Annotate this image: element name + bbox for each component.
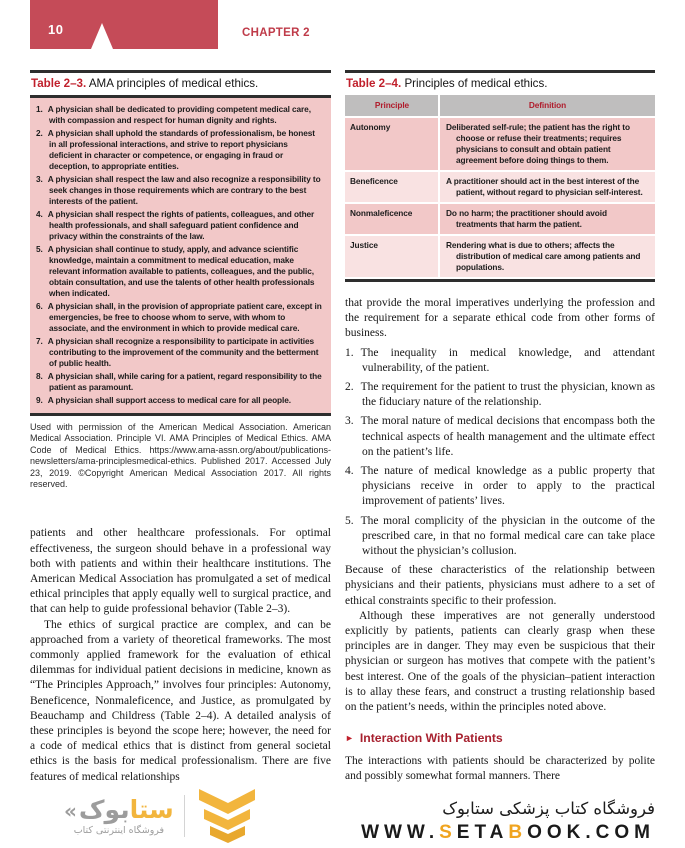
list-item: The moral nature of medical decisions that encompass both the technical aspects of health management and the ultimate effect on the patient’s life. xyxy=(360,415,655,458)
cell-principle: Nonmaleficence xyxy=(345,204,438,234)
logo-wordmark-gray: بوک xyxy=(78,794,130,824)
list-item: A physician shall uphold the standards of professionalism, be honest in all professional interactions, and strive to report physicians deficient in character or competence, or engaging in fraud or deception, to appropriate entities. xyxy=(47,128,315,171)
table-bottom-rule xyxy=(30,413,331,416)
list-item: A physician shall support access to medical care for all people. xyxy=(47,395,291,405)
features-list xyxy=(345,346,655,560)
body-paragraph: The ethics of surgical practice are complex, and can be approached from a variety of theoretical frameworks. The most commonly applied framework for the evaluation of ethical dilemmas for individual patient decisions in medicine, known as “The Principles Approach,” involves four principles: Autonomy, Beneficence, Nonmaleficence, and Justice, as promulgated by Beauchamp and Childress (Table 2–4). A detailed analysis of these principles is beyond the scope here; however, the need for a code of medical ethics that is distinct from general societal ethics is the basis for medical professionalism. There are five features of medical relationships xyxy=(30,618,331,783)
watermark-footer xyxy=(0,786,685,848)
website-url xyxy=(361,822,655,844)
table-row xyxy=(345,172,655,202)
column-header-definition: Definition xyxy=(440,95,655,116)
list-item: The inequality in medical knowledge, and attendant vulnerability, of the patient. xyxy=(360,346,655,374)
cell-principle: Justice xyxy=(345,236,438,277)
page-number: 10 xyxy=(48,22,64,37)
logo-guillemet: « xyxy=(64,798,77,823)
list-item: A physician shall respect the rights of patients, colleagues, and other health professionals, and shall safeguard patient confidence and privacy within the constraints of the law. xyxy=(47,209,315,241)
table-2-3 xyxy=(30,70,331,416)
table-row xyxy=(345,236,655,277)
url-eta: ETA xyxy=(456,822,509,843)
footer-store-block xyxy=(361,799,655,844)
page-number-banner xyxy=(30,0,218,49)
list-item: The requirement for the patient to trust the physician, known as the fiduciary nature of the relationship. xyxy=(360,381,655,409)
list-item: The moral complicity of the physician in the outcome of the prescribed care, in that no formal medical care can take place without the physician’s collusion. xyxy=(360,514,655,558)
logo-wordmark-yellow: ستا xyxy=(129,794,174,824)
table-2-4-label: Table 2–4. xyxy=(346,77,402,90)
logo-wordmark-block xyxy=(64,794,174,836)
logo-wordmark xyxy=(64,794,174,824)
setabook-logo xyxy=(64,788,257,844)
table-2-3-credit: Used with permission of the American Medical Association. American Medical Association. Principle VI. AMA Principles of Medical Ethics. AMA Code of Medical Ethics. https://www.ama-assn.org/about/publications-newsletters/ama-principlesmedical-ethics. Published 2017. Accessed July 23, 2019. ©Copyright American Medical Association 2017. All rights reserved. xyxy=(30,422,331,490)
table-bottom-rule xyxy=(345,279,655,282)
table-2-4-title: Principles of medical ethics. xyxy=(404,77,548,90)
url-b: B xyxy=(508,822,528,843)
section-heading-label: Interaction With Patients xyxy=(359,731,503,746)
store-name-farsi: فروشگاه کتاب پزشکی ستابوک xyxy=(442,799,655,818)
list-item: A physician shall, while caring for a patient, regard responsibility to the patient as paramount. xyxy=(47,371,322,392)
list-item: A physician shall be dedicated to providing competent medical care, with compassion and respect for human dignity and rights. xyxy=(47,104,311,125)
list-item: A physician shall continue to study, apply, and advance scientific knowledge, maintain a commitment to medical education, make relevant information available to patients, colleagues, and the public, obtain consultation, and use the talents of other health professionals when indicated. xyxy=(47,244,315,298)
url-s: S xyxy=(439,822,457,843)
list-item: A physician shall recognize a responsibility to participate in activities contributing to the improvement of the community and the betterment of public health. xyxy=(47,336,319,368)
cell-principle: Autonomy xyxy=(345,118,438,170)
body-paragraph: The interactions with patients should be characterized by polite and possibly somewhat formal manners. There xyxy=(345,755,655,783)
logo-divider xyxy=(184,795,185,837)
column-header-principle: Principle xyxy=(345,95,438,116)
cell-definition: Deliberated self-rule; the patient has the right to choose or refuse their treatments; requires physicians to consult and obtain patient agreement before doing things to them. xyxy=(440,118,655,170)
url-www: WWW. xyxy=(361,822,440,843)
section-heading xyxy=(345,731,655,745)
ama-principles-list xyxy=(30,98,331,413)
chapter-label: CHAPTER 2 xyxy=(242,27,310,39)
table-2-3-label: Table 2–3. xyxy=(31,77,87,90)
logo-chevron-icon xyxy=(195,788,257,844)
body-paragraph: that provide the moral imperatives underlying the profession and the requirement for a separate ethical code from other forms of business. xyxy=(345,297,655,340)
list-item: A physician shall, in the provision of appropriate patient care, except in emergencies, be free to choose whom to serve, with whom to associate, and the environment in which to provide medical care. xyxy=(47,301,322,333)
banner-notch xyxy=(91,23,113,49)
table-2-4 xyxy=(345,70,655,282)
cell-principle: Beneficence xyxy=(345,172,438,202)
table-2-4-caption xyxy=(345,73,655,95)
cell-definition: Do no harm; the practitioner should avoid treatments that harm the patient. xyxy=(440,204,655,234)
table-row xyxy=(345,204,655,234)
table-2-3-caption xyxy=(30,73,331,95)
body-paragraph: Because of these characteristics of the relationship between physicians and their patients, physicians must adhere to a set of ethical constraints specific to their profession. xyxy=(345,564,655,607)
logo-tagline: فروشگاه اینترنتی کتاب xyxy=(73,824,165,836)
table-2-3-title: AMA principles of medical ethics. xyxy=(88,77,259,90)
body-paragraph: patients and other healthcare professionals. For optimal effectiveness, the surgeon should behave in a professional way both with patients and within their healthcare institutions. The American Medical Association has promulgated a set of medical ethical principles that apply equally well to surgical practice, and that can help to guide professional behavior (Table 2–3). xyxy=(30,527,331,616)
cell-definition: A practitioner should act in the best interest of the patient, without regard to physician self-interest. xyxy=(440,172,655,202)
right-column xyxy=(345,70,655,785)
table-header-row xyxy=(345,95,655,116)
section-arrow-icon: ► xyxy=(345,732,354,743)
principles-table xyxy=(345,95,655,277)
url-rest: OOK.COM xyxy=(527,822,655,843)
left-column xyxy=(30,70,331,785)
list-item: The nature of medical knowledge as a public property that physicians receive in order to apply to the practical improvement of patients’ lives. xyxy=(360,465,655,508)
table-row xyxy=(345,118,655,170)
list-item: A physician shall respect the law and also recognize a responsibility to seek changes in those requirements which are contrary to the best interests of the patient. xyxy=(47,174,321,206)
cell-definition: Rendering what is due to others; affects the distribution of medical care among patients and populations. xyxy=(440,236,655,277)
body-paragraph: Although these imperatives are not generally understood explicitly by patients, patients can clearly grasp when these principles are in danger. They may even be suspicious that their physician or surgeon has motives that compete with the patient’s best interest. One of the goals of the physician–patient interaction is to allay these fears, and construct a trusting relationship based on the patient’s needs, within the principles noted above. xyxy=(345,609,655,714)
